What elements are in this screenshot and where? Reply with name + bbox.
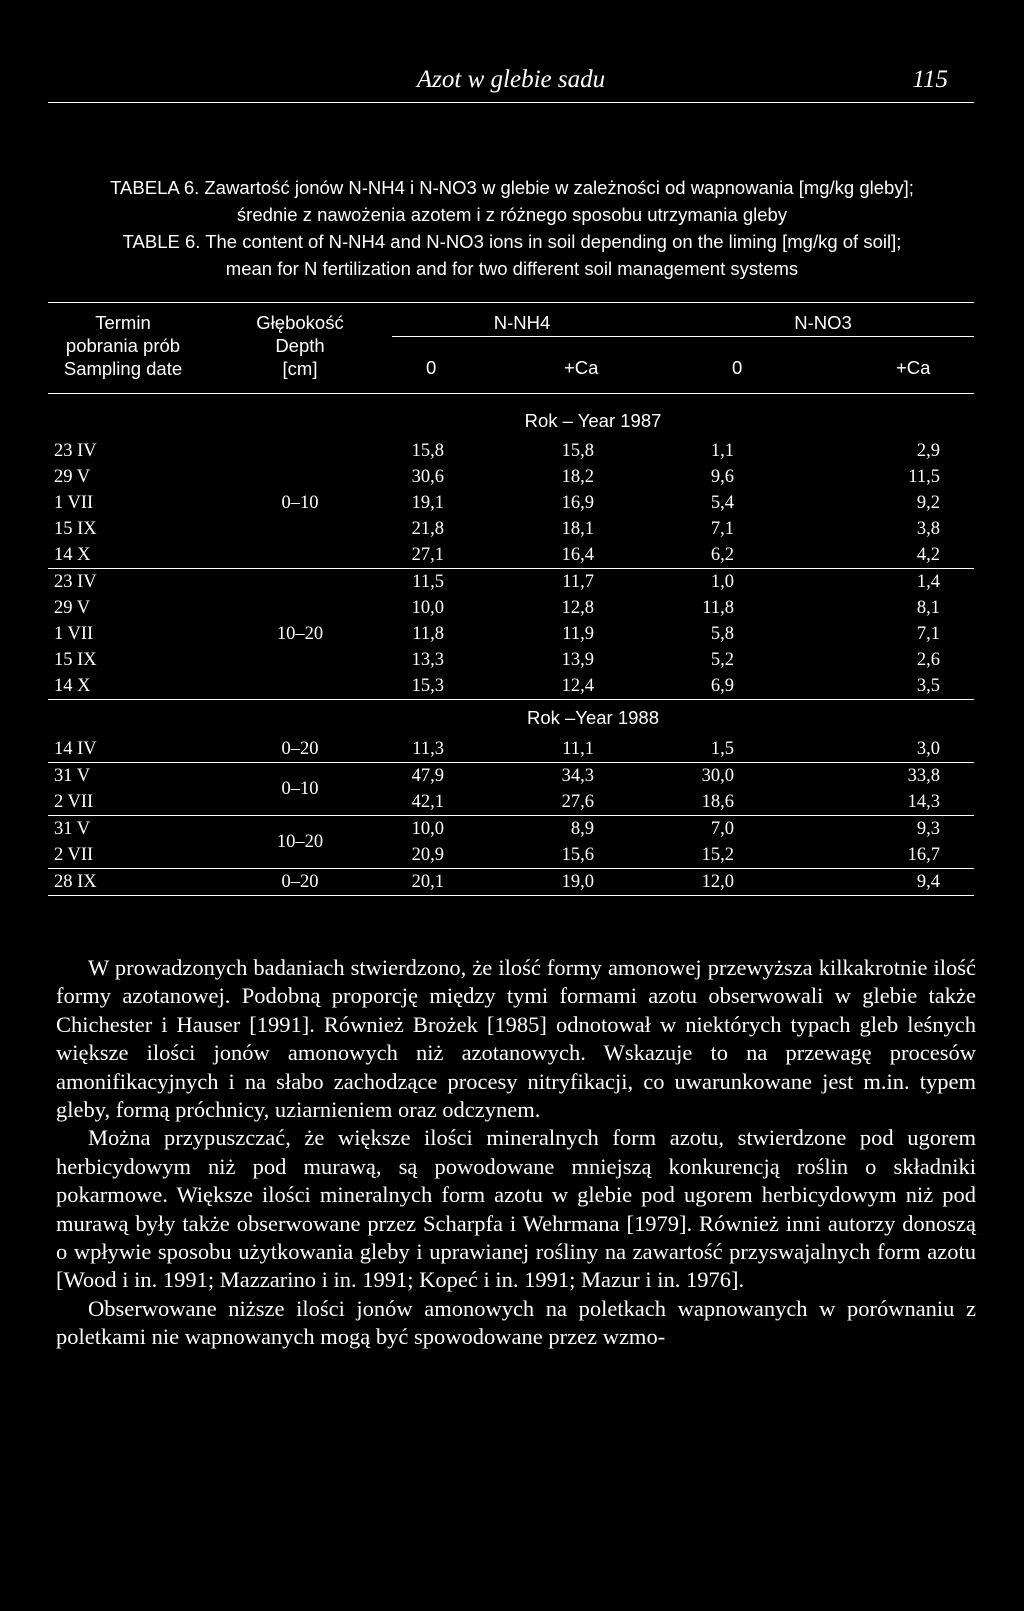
cell-no3-0: 7,1 (710, 519, 734, 539)
row-group (48, 736, 974, 763)
cell-no3-0: 1,1 (710, 441, 734, 461)
cell-nh4-ca: 27,6 (561, 792, 594, 812)
cell-no3-0: 15,2 (701, 845, 734, 865)
cell-nh4-0: 13,3 (411, 650, 444, 670)
cell-no3-ca: 14,3 (907, 792, 940, 812)
page-number: 115 (912, 66, 948, 93)
cell-nh4-ca: 16,9 (561, 493, 594, 513)
cell-date: 2 VII (54, 792, 94, 812)
table-row (48, 569, 974, 595)
cell-depth: 10–20 (276, 624, 324, 644)
cell-no3-ca: 8,1 (916, 598, 940, 618)
cell-nh4-ca: 15,6 (561, 845, 594, 865)
paragraph-3: Obserwowane niższe ilości jonów amonowych na poletkach wapnowanych w porównaniu z poletkami nie wapnowanych mogą być spowodowane przez wzmo- (56, 1295, 976, 1350)
cell-no3-ca: 3,5 (916, 676, 940, 696)
cell-nh4-ca: 11,1 (562, 739, 594, 759)
cell-nh4-0: 27,1 (411, 545, 444, 565)
table-row (48, 789, 974, 815)
row-group (48, 869, 974, 896)
cell-no3-ca: 2,9 (916, 441, 940, 461)
cell-no3-ca: 3,0 (916, 739, 940, 759)
cell-date: 28 IX (54, 872, 97, 892)
caption-pl-line-1: TABELA 6. Zawartość jonów N-NH4 i N-NO3 w glebie w zależności od wapnowania [mg/kg gleby]; (110, 177, 914, 198)
cell-date: 31 V (54, 819, 91, 839)
cell-no3-0: 1,5 (710, 739, 734, 759)
year-label-1987: Rok – Year 1987 (524, 410, 662, 431)
cell-nh4-ca: 12,4 (561, 676, 594, 696)
cell-nh4-ca: 18,2 (561, 467, 594, 487)
table-row (48, 816, 974, 842)
cell-date: 29 V (54, 598, 91, 618)
cell-no3-ca: 9,4 (916, 872, 940, 892)
cell-depth: 10–20 (276, 832, 324, 852)
cell-no3-ca: 33,8 (907, 766, 940, 786)
table-row (48, 763, 974, 789)
cell-date: 15 IX (54, 650, 97, 670)
cell-nh4-0: 42,1 (411, 792, 444, 812)
running-head (48, 62, 974, 103)
table-row (48, 516, 974, 542)
running-head-title: Azot w glebie sadu (416, 66, 606, 93)
caption-pl-line-2: średnie z nawożenia azotem i z różnego sposobu utrzymania gleby (236, 204, 788, 225)
cell-no3-ca: 3,8 (916, 519, 940, 539)
header-no3-ca: +Ca (896, 357, 931, 378)
cell-depth: 0–20 (281, 872, 319, 892)
cell-no3-0: 6,9 (710, 676, 734, 696)
row-group (48, 763, 974, 816)
cell-no3-0: 9,6 (710, 467, 734, 487)
header-no3: N-NO3 (794, 312, 852, 333)
table-row (48, 842, 974, 868)
cell-nh4-0: 20,9 (411, 845, 444, 865)
cell-date: 15 IX (54, 519, 97, 539)
table-row (48, 673, 974, 699)
cell-nh4-ca: 16,4 (561, 545, 594, 565)
cell-date: 1 VII (54, 624, 94, 644)
header-divider (392, 336, 974, 337)
cell-nh4-ca: 13,9 (561, 650, 594, 670)
cell-no3-0: 5,2 (710, 650, 734, 670)
header-nh4: N-NH4 (493, 312, 551, 333)
cell-date: 14 IV (54, 739, 97, 759)
cell-date: 23 IV (54, 441, 97, 461)
cell-no3-0: 5,8 (710, 624, 734, 644)
table-row (48, 647, 974, 673)
cell-nh4-0: 10,0 (411, 819, 444, 839)
header-depth: Głębokość Depth [cm] (256, 312, 344, 379)
cell-no3-ca: 1,4 (916, 572, 940, 592)
table-row (48, 438, 974, 464)
row-group (48, 816, 974, 869)
cell-no3-0: 12,0 (701, 872, 734, 892)
cell-nh4-0: 21,8 (411, 519, 444, 539)
data-table (48, 302, 974, 896)
header-nh4-ca: +Ca (564, 357, 599, 378)
cell-nh4-ca: 19,0 (561, 872, 594, 892)
cell-nh4-0: 11,5 (412, 572, 444, 592)
cell-date: 23 IV (54, 572, 97, 592)
body-text (56, 954, 976, 1352)
cell-nh4-ca: 15,8 (561, 441, 594, 461)
paragraph-2: Można przypuszczać, że większe ilości mineralnych form azotu, stwierdzone pod ugorem herbicydowym niż pod murawą, są powodowane mniejszą konkurencją roślin o składniki pokarmowe. Większe ilości mineralnych form azotu w glebie pod ugorem herbicydowym niż pod murawą były także obserwowane przez Scharpfa i Wehrmana [1979]. Również inni autorzy donoszą o wpływie sposobu użytkowania gleby i uprawianej rośliny na zawartość przyswajalnych form azotu [Wood i in. 1991; Mazzarino i in. 1991; Kopeć i in. 1991; Mazur i in. 1976]. (56, 1125, 976, 1293)
cell-no3-ca: 7,1 (916, 624, 940, 644)
cell-nh4-ca: 12,8 (561, 598, 594, 618)
table-row (48, 621, 974, 647)
paragraph-1: W prowadzonych badaniach stwierdzono, że ilość formy amonowej przewyższa kilkakrotnie ilość formy azotanowej. Podobną proporcję między tymi formami azotu obserwowali w glebie także Chichester i Hauser [1991]. Również Brożek [1985] odnotował w niektórych typach gleb leśnych większe ilości jonów amonowych niż azotanowych. Wskazuje to na przewagę procesów amonifikacyjnych i na słabo zachodzące procesy nitryfikacji, co uwarunkowane jest m.in. typem gleby, formą próchnicy, uziarnieniem oraz odczynem. (56, 955, 976, 1123)
row-group (48, 438, 974, 569)
header-date: Termin pobrania prób Sampling date (63, 312, 183, 379)
cell-nh4-0: 10,0 (411, 598, 444, 618)
cell-no3-0: 5,4 (710, 493, 734, 513)
cell-no3-0: 6,2 (710, 545, 734, 565)
cell-nh4-ca: 18,1 (561, 519, 594, 539)
year-label-1988: Rok –Year 1988 (526, 707, 659, 728)
cell-no3-0: 7,0 (710, 819, 734, 839)
cell-date: 29 V (54, 467, 91, 487)
caption-en-line-1: TABLE 6. The content of N-NH4 and N-NO3 ions in soil depending on the liming [mg/kg of soil]; (122, 231, 902, 252)
cell-no3-0: 18,6 (701, 792, 734, 812)
cell-nh4-ca: 11,9 (562, 624, 594, 644)
header-no3-0: 0 (732, 357, 743, 378)
row-group (48, 569, 974, 700)
cell-no3-ca: 2,6 (916, 650, 940, 670)
cell-no3-ca: 16,7 (907, 845, 940, 865)
cell-nh4-0: 19,1 (411, 493, 444, 513)
cell-depth: 0–10 (281, 779, 319, 799)
cell-date: 31 V (54, 766, 91, 786)
cell-date: 1 VII (54, 493, 94, 513)
cell-no3-ca: 9,3 (916, 819, 940, 839)
cell-nh4-0: 47,9 (411, 766, 444, 786)
cell-no3-ca: 11,5 (908, 467, 940, 487)
cell-nh4-ca: 34,3 (561, 766, 594, 786)
table-row (48, 490, 974, 516)
table-row (48, 595, 974, 621)
cell-nh4-0: 20,1 (411, 872, 444, 892)
cell-nh4-0: 30,6 (411, 467, 444, 487)
cell-nh4-ca: 11,7 (562, 572, 594, 592)
cell-no3-0: 1,0 (710, 572, 734, 592)
cell-date: 2 VII (54, 845, 94, 865)
cell-date: 14 X (54, 545, 91, 565)
table-header (48, 302, 974, 394)
cell-nh4-0: 11,8 (412, 624, 444, 644)
cell-date: 14 X (54, 676, 91, 696)
cell-no3-ca: 9,2 (916, 493, 940, 513)
cell-nh4-0: 11,3 (412, 739, 444, 759)
table-row (48, 736, 974, 762)
cell-nh4-0: 15,8 (411, 441, 444, 461)
cell-nh4-0: 15,3 (411, 676, 444, 696)
table-caption (40, 174, 984, 282)
cell-depth: 0–10 (281, 493, 319, 513)
cell-nh4-ca: 8,9 (570, 819, 594, 839)
table-row (48, 542, 974, 568)
cell-depth: 0–20 (281, 739, 319, 759)
table-row (48, 869, 974, 895)
cell-no3-0: 11,8 (702, 598, 734, 618)
cell-no3-ca: 4,2 (916, 545, 940, 565)
caption-en-line-2: mean for N fertilization and for two different soil management systems (225, 258, 799, 279)
table-row (48, 464, 974, 490)
header-nh4-0: 0 (426, 357, 437, 378)
cell-no3-0: 30,0 (701, 766, 734, 786)
